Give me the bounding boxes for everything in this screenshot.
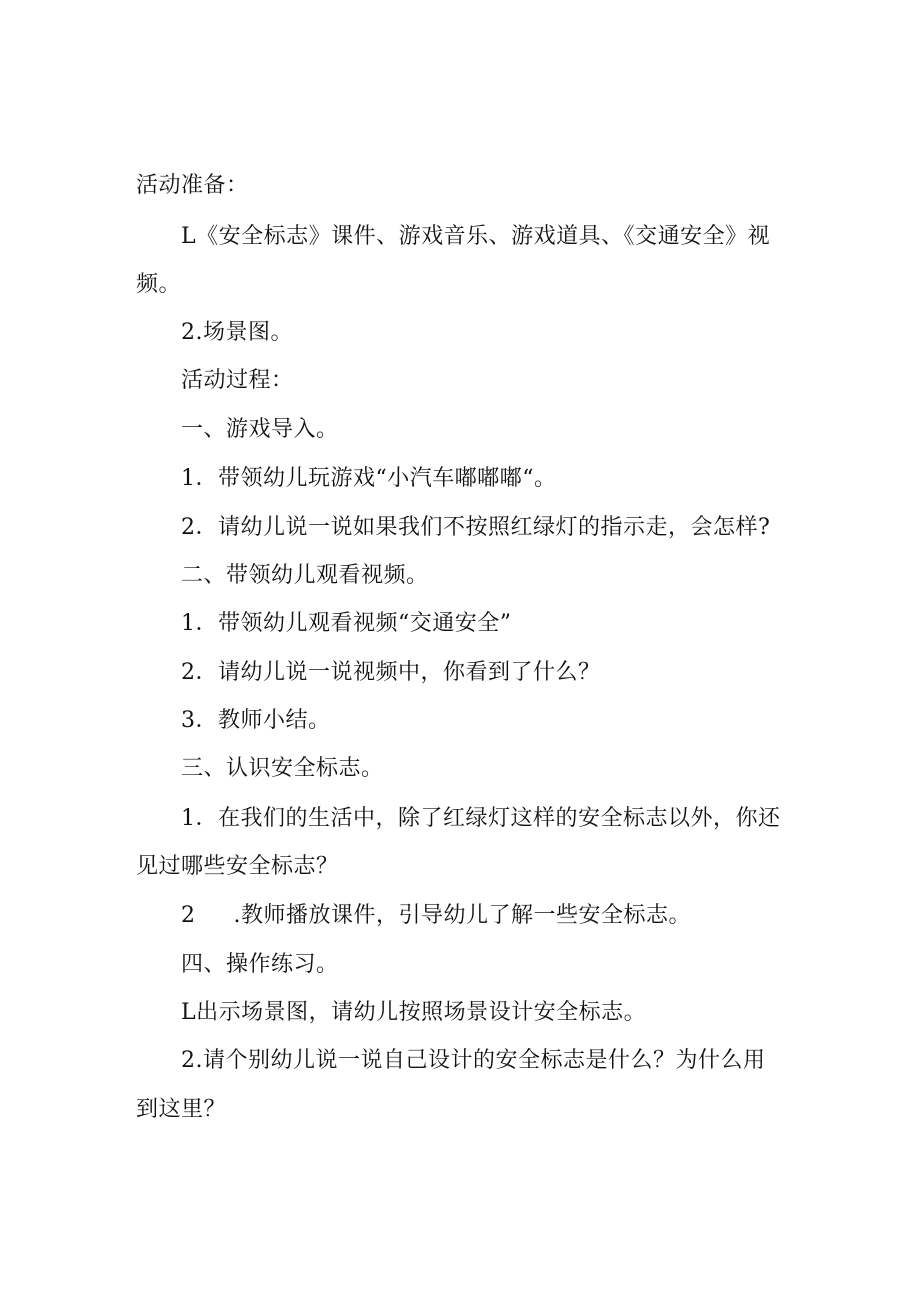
section-heading-preparation: 活动准备：: [136, 173, 249, 198]
step-1-item-1: 1．带领幼儿玩游戏“小汽车嘟嘟嘟“。: [181, 466, 557, 491]
step-3-item-1: 1．在我们的生活中，除了红绿灯这样的安全标志以外，你还: [181, 806, 781, 831]
preparation-item-2: 2.场景图。: [181, 320, 293, 345]
step-3-item-2: [181, 901, 806, 931]
step-4-item-1: L出示场景图，请幼儿按照场景设计安全标志。: [181, 1000, 647, 1025]
preparation-item-1: L《安全标志》课件、游戏音乐、游戏道具、《交通安全》视: [181, 224, 771, 249]
step-heading-1: 一、游戏导入。: [181, 417, 339, 442]
step-4-item-2: 2.请个别幼儿说一说自己设计的安全标志是什么？为什么用: [181, 1048, 766, 1073]
step-2-item-3: 3．教师小结。: [181, 708, 331, 733]
step-3-item-2-text: .教师播放课件，引导幼儿了解一些安全标志。: [233, 903, 691, 928]
step-heading-2: 二、带领幼儿观看视频。: [181, 563, 429, 588]
step-3-item-1-continued: 见过哪些安全标志？: [136, 854, 339, 879]
step-heading-4: 四、操作练习。: [181, 952, 339, 977]
step-4-item-2-continued: 到这里？: [136, 1097, 227, 1122]
step-1-item-2: 2．请幼儿说一说如果我们不按照红绿灯的指示走，会怎样?: [181, 515, 771, 540]
step-2-item-1: 1．带领幼儿观看视频“交通安全”: [181, 611, 512, 636]
section-heading-process: 活动过程：: [181, 368, 294, 393]
step-3-item-2-number: 2: [181, 903, 196, 928]
preparation-item-1-continued: 频。: [136, 272, 182, 297]
step-heading-3: 三、认识安全标志。: [181, 756, 384, 781]
step-2-item-2: 2．请幼儿说一说视频中，你看到了什么？: [181, 660, 601, 685]
